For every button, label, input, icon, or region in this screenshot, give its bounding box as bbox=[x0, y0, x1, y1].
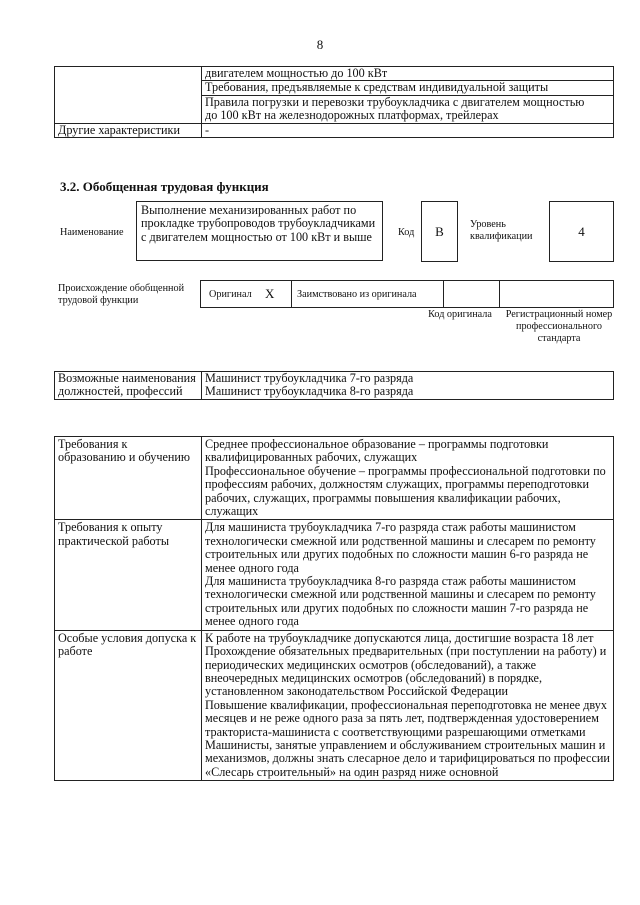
table-cell bbox=[202, 95, 614, 123]
level-value-box: 4 bbox=[549, 201, 614, 262]
reg-caption: Регистрационный номер профессионального стандарта bbox=[505, 309, 613, 344]
row-label: Возможные наименования должностей, профессий bbox=[55, 372, 202, 400]
row-label: Другие характеристики bbox=[55, 123, 202, 137]
row-label: Особые условия допуска к работе bbox=[55, 630, 202, 780]
table-cell bbox=[55, 67, 202, 124]
table-row bbox=[55, 630, 614, 780]
code-label: Код bbox=[398, 227, 415, 238]
table-cell bbox=[202, 81, 614, 95]
level-label: Уровень квалификации bbox=[470, 219, 533, 242]
paragraph: Среднее профессиональное образование – программы подготовки квалифицированных рабочих, служащих bbox=[205, 437, 549, 465]
table-cell: - bbox=[202, 123, 614, 137]
code-caption: Код оригинала bbox=[428, 309, 492, 320]
position-item: Машинист трубоукладчика 7-го разряда bbox=[205, 371, 414, 385]
borrowed-label: Заимствовано из оригинала bbox=[297, 289, 417, 300]
positions-table bbox=[54, 371, 614, 400]
table-row bbox=[55, 437, 614, 520]
original-mark: X bbox=[265, 286, 275, 301]
table-cell bbox=[202, 437, 614, 520]
paragraph: Профессиональное обучение – программы профессиональной подготовки по профессиям рабочих, должностям служащих, программы переподготовки рабочих, служащих, программы повышения квалификации рабочих, служащих bbox=[205, 463, 606, 519]
paragraph: Для машиниста трубоукладчика 7-го разряда стаж работы машинистом технологически смежной или родственной машины и слесарем по ремонту строительных или других подобных по сложности машин 6-го разряда не менее одного года bbox=[205, 520, 596, 575]
divider bbox=[291, 281, 292, 307]
requirements-table bbox=[54, 436, 614, 781]
continuation-table bbox=[54, 66, 614, 138]
cell-text: двигателем мощностью до 100 кВт bbox=[205, 66, 388, 80]
reg-number-box bbox=[500, 280, 614, 308]
position-item: Машинист трубоукладчика 8-го разряда bbox=[205, 384, 414, 399]
divider bbox=[443, 281, 444, 307]
paragraph: К работе на трубоукладчике допускаются лица, достигшие возраста 18 лет bbox=[205, 630, 594, 645]
table-cell bbox=[202, 520, 614, 630]
cell-text: до 100 кВт на железнодорожных платформах, трейлерах bbox=[205, 108, 499, 123]
table-cell bbox=[202, 630, 614, 780]
page-number: 8 bbox=[316, 37, 324, 52]
paragraph: Для машиниста трубоукладчика 8-го разряда стаж работы машинистом технологически смежной или родственной машины и слесарем по ремонту строительных или других подобных по сложности машин 7-го разряда не менее одного года bbox=[205, 574, 596, 629]
cell-text: Требования, предъявляемые к средствам индивидуальной защиты bbox=[205, 80, 549, 95]
table-cell bbox=[202, 372, 614, 400]
paragraph: Повышение квалификации, профессиональная переподготовка не менее двух месяцев и не реже одного раза за пять лет, подтвержденная удостоверением тракториста-машиниста с соответствующими разрешающими отметками bbox=[205, 697, 607, 739]
table-row bbox=[55, 520, 614, 630]
code-value-box: B bbox=[421, 201, 458, 262]
origin-label: Происхождение обобщенной трудовой функции bbox=[58, 283, 185, 306]
name-label: Наименование bbox=[60, 227, 124, 238]
paragraph: Машинисты, занятые управлением и обслуживанием строительных машин и механизмов, должны знать слесарное дело и тарифицироваться по профессии «Слесарь строительный» на один разряд ниже основной bbox=[205, 737, 610, 779]
cell-text: Правила погрузки и перевозки трубоукладчика с двигателем мощностью bbox=[205, 94, 585, 109]
origin-box bbox=[200, 280, 500, 308]
table-cell bbox=[202, 67, 614, 81]
table-row bbox=[55, 67, 614, 81]
row-label: Требования к образованию и обучению bbox=[55, 437, 202, 520]
function-name-box: Выполнение механизированных работ по прокладке трубопроводов трубоукладчиками с двигателем мощностью от 100 кВт и выше bbox=[136, 201, 383, 261]
paragraph: Прохождение обязательных предварительных (при поступлении на работу) и периодических медицинских осмотров (обследований), а также внеочередных медицинских осмотров (обследований) в порядке, установленном законодательством Российской Федерации bbox=[205, 644, 607, 699]
row-label: Требования к опыту практической работы bbox=[55, 520, 202, 630]
original-label: Оригинал bbox=[209, 289, 252, 300]
table-row bbox=[55, 372, 614, 400]
section-title: 3.2. Обобщенная трудовая функция bbox=[60, 179, 269, 194]
table-row bbox=[55, 123, 614, 137]
